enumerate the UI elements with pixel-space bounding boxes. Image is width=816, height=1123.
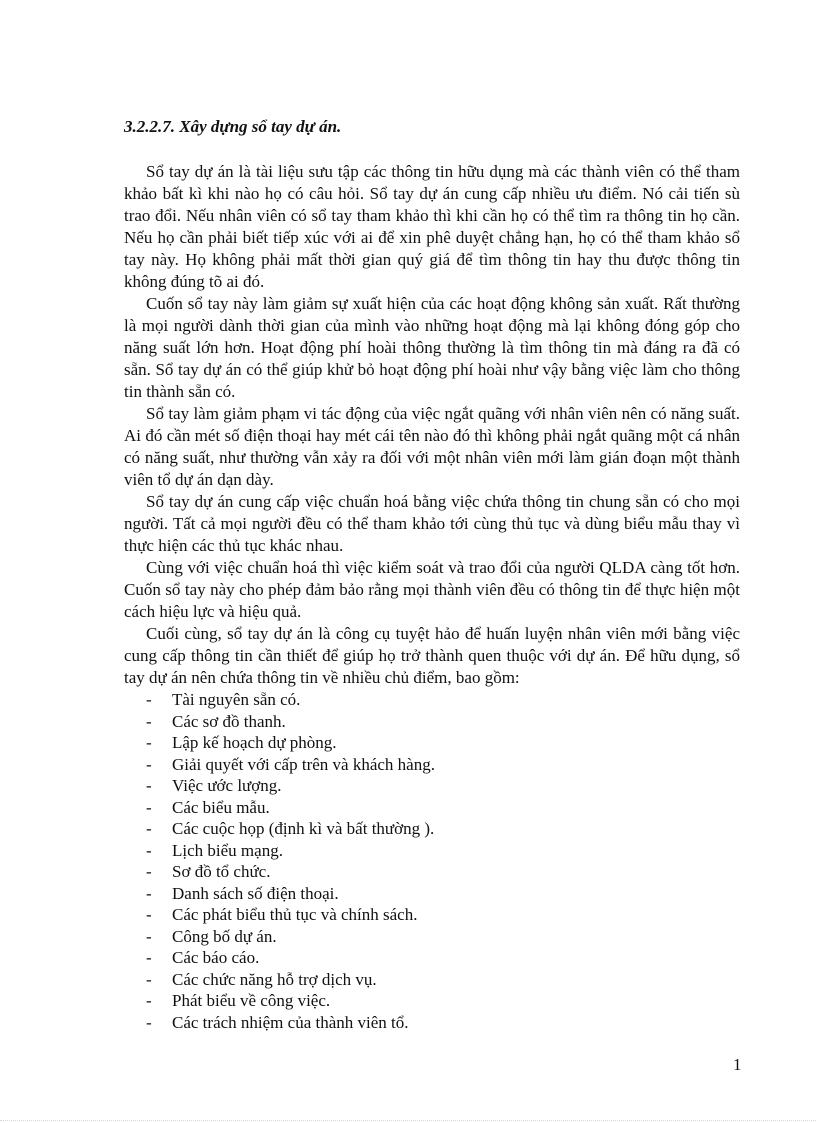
list-item: [124, 990, 740, 1012]
section-heading: 3.2.2.7. Xây dựng sổ tay dự án.: [124, 117, 342, 136]
list-item: [124, 947, 740, 969]
bullet-dash: -: [146, 840, 152, 860]
bullet-dash: -: [146, 797, 152, 817]
list-item: [124, 861, 740, 883]
paragraph: Sổ tay dự án là tài liệu sưu tập các thông tin hữu dụng mà các thành viên có thể tham khảo bất kì khi nào họ có câu hỏi. Sổ tay dự án cung cấp nhiều ưu điểm. Nó cải tiến sù trao đổi. Nếu nhân viên có sổ tay tham khảo thì khi cần họ có thể tìm ra thông tin họ cần. Nếu họ cần phải biết tiếp xúc với ai để xin phê duyệt chẳng hạn, họ có thể tham khảo sổ tay này. Họ không phải mất thời gian quý giá để tìm thông tin hay thu được thông tin không đúng tõ ai đó.: [124, 162, 740, 291]
list-item: [124, 754, 740, 776]
bullet-dash: -: [146, 819, 152, 838]
bullet-dash: -: [146, 926, 152, 946]
list-item-text: Lịch biểu mạng.: [172, 840, 283, 860]
list-item: [124, 883, 740, 905]
list-item: [124, 797, 740, 819]
list-item-text: Các biểu mẫu.: [172, 797, 270, 817]
list-item-text: Sơ đồ tổ chức.: [172, 862, 271, 881]
paragraph: Cùng với việc chuẩn hoá thì việc kiểm soát và trao đổi của người QLDA càng tốt hơn. Cuốn sổ tay này cho phép đảm bảo rằng mọi thành viên đều có thông tin để thực hiện một cách hiệu lực và hiệu quả.: [124, 558, 740, 621]
list-item: [124, 840, 740, 862]
list-item: [124, 711, 740, 733]
list-item: [124, 818, 740, 840]
list-item-text: Các trách nhiệm của thành viên tổ.: [172, 1012, 409, 1032]
list-item: [124, 904, 740, 926]
list-item-text: Danh sách số điện thoại.: [172, 883, 339, 903]
list-item-text: Phát biểu về công việc.: [172, 991, 331, 1010]
list-item-text: Các sơ đồ thanh.: [172, 711, 286, 731]
list-item-text: Các phát biểu thủ tục và chính sách.: [172, 905, 418, 924]
bullet-dash: -: [146, 690, 152, 709]
list-item-text: Giải quyết với cấp trên và khách hàng.: [172, 754, 435, 774]
list-item: [124, 732, 740, 754]
bullet-dash: -: [146, 754, 152, 774]
list-item-text: Việc ước lượng.: [172, 776, 282, 795]
bullet-dash: -: [146, 733, 152, 752]
list-item-text: Công bố dự án.: [172, 926, 277, 946]
bullet-dash: -: [146, 862, 152, 881]
page-content: [124, 115, 740, 1033]
list-item: [124, 926, 740, 948]
list-item: [124, 775, 740, 797]
list-item-text: Các chức năng hỗ trợ dịch vụ.: [172, 969, 377, 989]
bullet-dash: -: [146, 905, 152, 924]
paragraph: Sổ tay dự án cung cấp việc chuẩn hoá bằng việc chứa thông tin chung sẵn có cho mọi người. Tất cả mọi người đều có thể tham khảo tới cùng thủ tục và dùng biểu mẫu thay vì thực hiện các thủ tục khác nhau.: [124, 492, 740, 555]
paragraph: Sổ tay làm giảm phạm vi tác động của việc ngắt quãng với nhân viên nên có năng suất. Ai đó cần mét số điện thoại hay mét cái tên nào đó thì không phải ngắt quãng một cá nhân có năng suất, như thường vẫn xảy ra đối với một nhân viên mới làm gián đoạn một thành viên tổ dự án dạn dày.: [124, 404, 740, 489]
bullet-dash: -: [146, 1012, 152, 1032]
paragraph: Cuốn sổ tay này làm giảm sự xuất hiện của các hoạt động không sản xuất. Rất thường là mọi người dành thời gian của mình vào những hoạt động mà lại không đóng góp cho năng suất lớn hơn. Hoạt động phí hoài thông thường là tìm thông tin mà đáng ra đã có sẵn. Sổ tay dự án có thể giúp khử bỏ hoạt động phí hoài như vậy bằng việc làm cho thông tin thành sẵn có.: [124, 294, 740, 401]
bullet-dash: -: [146, 948, 152, 967]
list-item: [124, 689, 740, 711]
list-item: [124, 969, 740, 991]
body-paragraphs: [124, 161, 740, 689]
bullet-dash: -: [146, 776, 152, 795]
bullet-dash: -: [146, 883, 152, 903]
list-item-text: Các báo cáo.: [172, 948, 260, 967]
list-item-text: Tài nguyên sẵn có.: [172, 690, 301, 709]
list-item-text: Lập kế hoạch dự phòng.: [172, 733, 337, 752]
bullet-dash: -: [146, 969, 152, 989]
bullet-dash: -: [146, 711, 152, 731]
page-number: 1: [733, 1055, 742, 1074]
list-item: [124, 1012, 740, 1034]
paragraph: Cuối cùng, sổ tay dự án là công cụ tuyệt hảo để huấn luyện nhân viên mới bằng việc cung cấp thông tin cần thiết để giúp họ trở thành quen thuộc với dự án. Để hữu dụng, sổ tay dự án nên chứa thông tin về nhiều chủ điểm, bao gồm:: [124, 624, 740, 687]
topic-list: [124, 689, 740, 1033]
list-item-text: Các cuộc họp (định kì và bất thường ).: [172, 819, 435, 838]
bullet-dash: -: [146, 991, 152, 1010]
page-edge-divider: [0, 1120, 816, 1121]
